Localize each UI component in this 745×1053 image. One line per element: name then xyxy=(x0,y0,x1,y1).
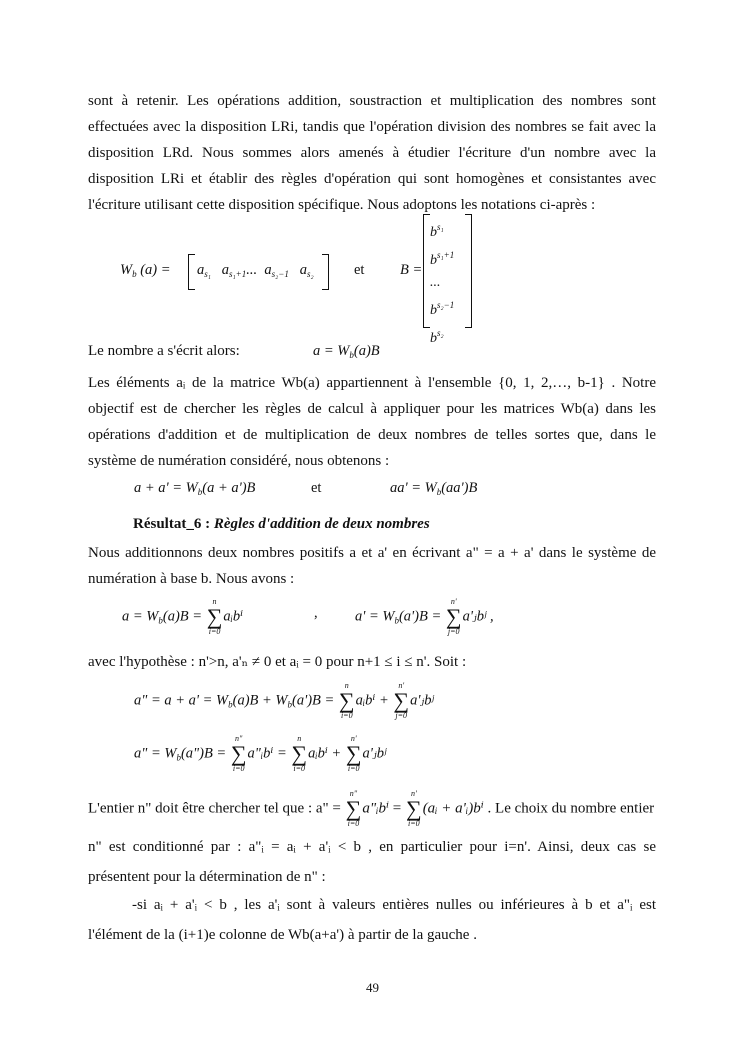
le-nombre-line: Le nombre a s'écrit alors: xyxy=(88,343,240,359)
para6: -si aᵢ + a'ᵢ < b , les a'ᵢ sont à valeurs entières nulles ou inférieures à b et a"ᵢ est l'élément de la (i+1)e colonne de Wb(a+a') à partir de la gauche . xyxy=(88,897,656,943)
page-body xyxy=(88,88,656,218)
eq-prod: $aa' = W_b(aa')B$ xyxy=(390,480,478,497)
comma-sep: , xyxy=(314,605,318,621)
hyp-line: avec l'hypothèse : n'>n, a'ₙ ≠ 0 et aᵢ = 0 pour n+1 ≤ i ≤ n'. Soit : xyxy=(88,654,467,670)
result-heading: Résultat_6 : Règles d'addition de deux nombres xyxy=(133,516,430,532)
col-bracket-left xyxy=(423,214,430,328)
eq4: a" = $a + a' = W_b(a)B + W_b(a')B$ = n ∑ i=0 aᵢbⁱ + n' ∑ j=0 a'ⱼbʲ xyxy=(134,681,434,720)
eq3-right: $a' = W_b(a')B$ = n' ∑ j=0 a'ⱼbʲ , xyxy=(355,597,494,636)
eq-a-wb: $a = W_b(a)B$ xyxy=(313,343,380,360)
sum-symbol: n ∑ i=0 xyxy=(206,597,223,636)
para3: Nous additionnons deux nombres positifs a et a' en écrivant a" = a + a' dans le système de numération à base b. Nous avons : xyxy=(88,545,656,587)
row-bracket-left xyxy=(188,254,195,290)
page-number: 49 xyxy=(366,980,379,995)
eq3-left: $a = W_b(a)B$ = n ∑ i=0 aᵢbⁱ xyxy=(122,597,244,636)
row-matrix-entries: $a_{s_1}$ $a_{s_1+1}$... $a_{s_2-1}$ $a_{s_2}$ xyxy=(197,262,314,279)
et-label: et xyxy=(354,262,365,278)
b-equals: B = xyxy=(400,262,423,278)
para4: L'entier n" doit être chercher tel que : a" = n" ∑ i=0 a"ᵢbⁱ = n' ∑ i=0 (aᵢ + a'ᵢ)bⁱ . Le choix du nombre entier xyxy=(88,789,655,828)
et-label-2: et xyxy=(311,480,322,496)
para1-line3: disposition LRd. Nous sommes alors amenés à étudier l'écriture d'un nombre avec la xyxy=(88,145,656,161)
para1-line4: disposition LRi et établir des règles d'opération qui sont homogènes et consistantes avec xyxy=(88,171,656,187)
sum-symbol: n' ∑ j=0 xyxy=(445,597,462,636)
col-bracket-right xyxy=(465,214,472,328)
eq-wb-row: $W_b$ (a) = xyxy=(120,262,171,279)
eq5: a" = $W_b(a")B$ = n" ∑ i=0 a"ᵢbⁱ = n ∑ i=0 aᵢbⁱ + n' ∑ i=0 a'ⱼbʲ xyxy=(134,734,387,773)
para1-line5: l'écriture utilisant cette disposition spécifique. Nous adoptons les notations ci-après : xyxy=(88,197,596,213)
para5: n" est conditionné par : a"ᵢ = aᵢ + a'ᵢ < b , en particulier pour i=n'. Ainsi, deux cas se présentent pour la détermination de n" : xyxy=(88,839,656,885)
col-matrix-entries: $b^{s_1}$ $b^{s_1+1}$ ... $b^{s_2-1}$ $b^{s_2}$ xyxy=(430,222,455,346)
para2: Les éléments aᵢ de la matrice Wb(a) appartiennent à l'ensemble {0, 1, 2,…, b-1} . Notre objectif est de chercher les règles de calcul à appliquer pour les matrices Wb(a) dans les opérations d'addition et de multiplication de deux nombres de telles sortes que, dans le système de numération considéré, nous obtenons : xyxy=(88,375,656,469)
para1-line1: sont à retenir. Les opérations addition, soustraction et multiplication des nombres sont xyxy=(88,93,656,109)
eq-sum: $a + a' = W_b(a + a')B$ xyxy=(134,480,256,497)
para1-line2: effectuées avec la disposition LRi, tandis que l'opération division des nombres se fait avec la xyxy=(88,119,656,135)
row-bracket-right xyxy=(322,254,329,290)
